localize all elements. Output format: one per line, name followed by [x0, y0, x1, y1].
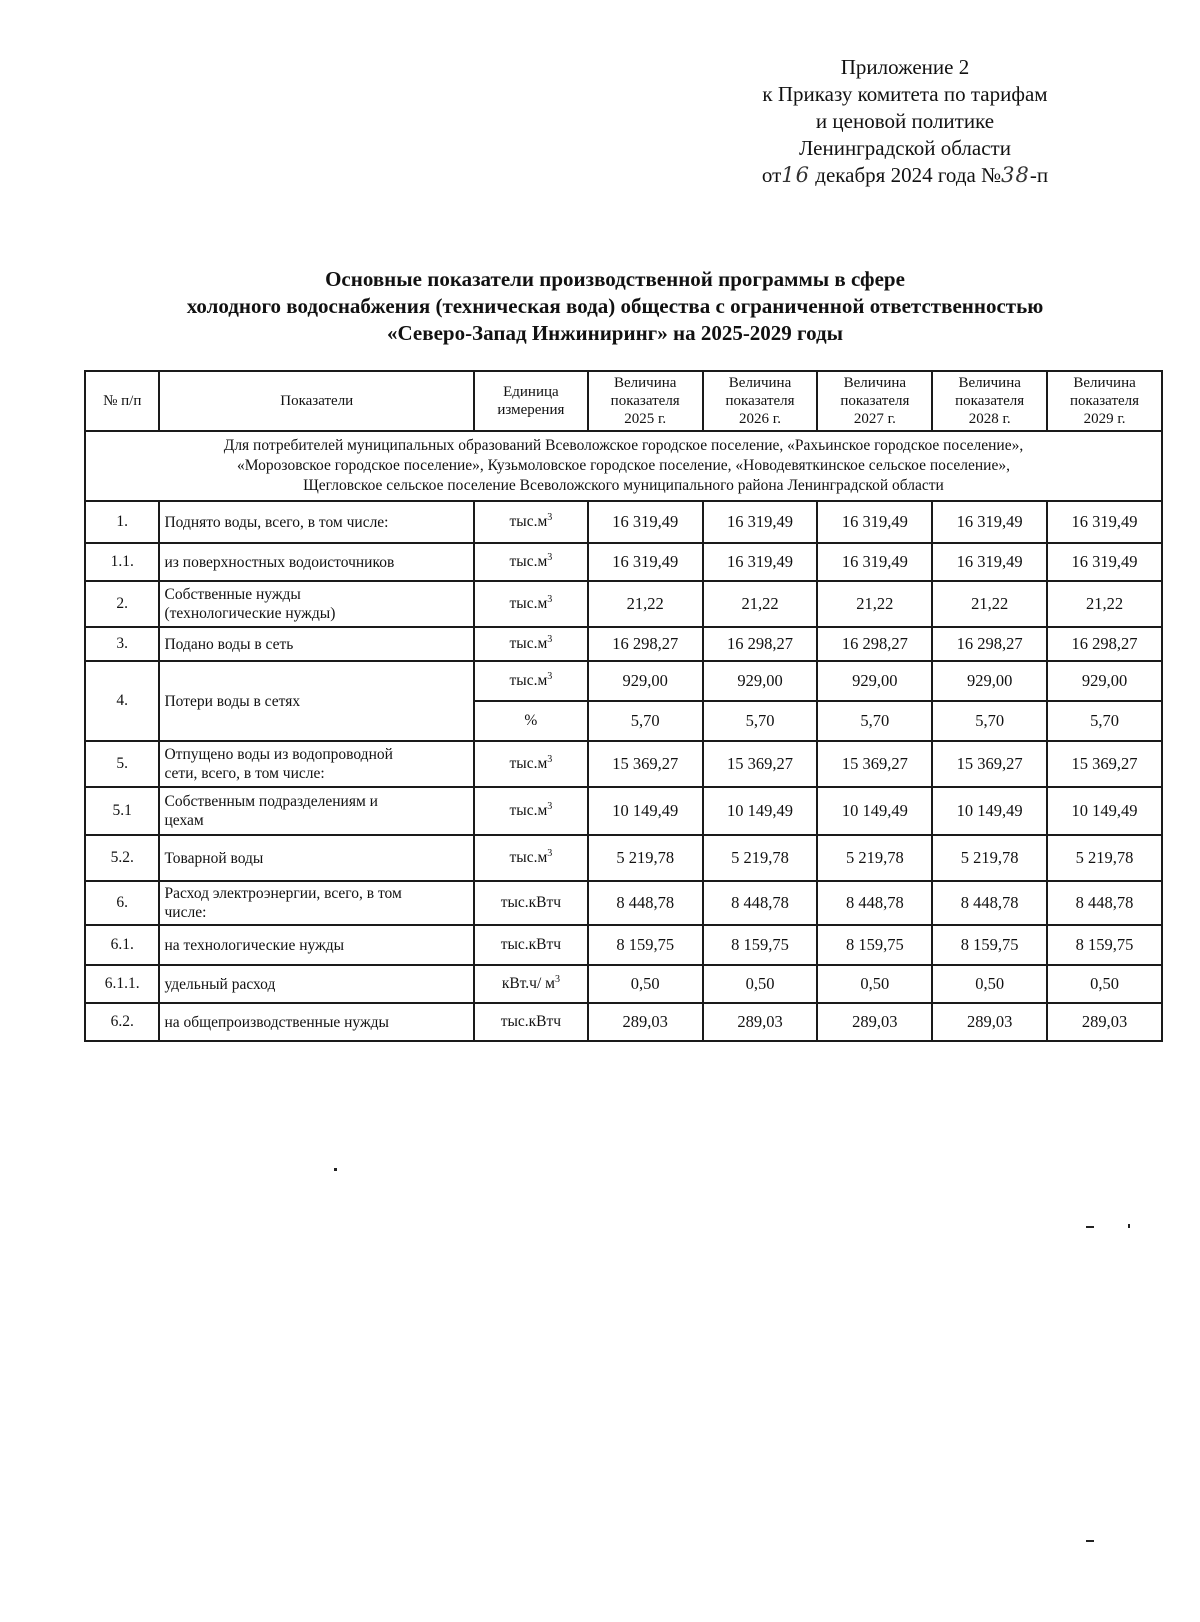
date-prefix: от [761, 163, 782, 187]
scan-speck [334, 1168, 337, 1171]
scan-speck [1128, 1224, 1130, 1228]
appendix-header [720, 54, 1090, 189]
header-indicator-word: показателя [955, 393, 1025, 409]
value-2026: 8 159,75 [703, 925, 818, 965]
percent-2028: 5,70 [932, 701, 1047, 741]
row-number: 6.1.1. [85, 965, 159, 1003]
header-value-word: Величина [613, 375, 677, 391]
header-unit-line1: Единица [503, 384, 559, 400]
header-value-word: Величина [843, 375, 907, 391]
header-unit [474, 371, 588, 431]
header-year: 2026 г. [739, 411, 781, 427]
value-2026: 21,22 [703, 581, 818, 627]
table-row [85, 543, 1162, 581]
percent-2026: 5,70 [703, 701, 818, 741]
value-2027: 8 159,75 [817, 925, 932, 965]
value-2028: 15 369,27 [932, 741, 1047, 787]
header-indicator-word: показателя [840, 393, 910, 409]
title-line-3: «Северо-Запад Инжиниринг» на 2025-2029 годы [386, 321, 843, 345]
table-row [85, 1003, 1162, 1041]
row-number: 5.2. [85, 835, 159, 881]
row-unit: $тыс.м^3$ [474, 741, 588, 787]
row-unit: $тыс.м^3$ [474, 627, 588, 661]
table-row [85, 661, 1162, 701]
row-number: 6. [85, 881, 159, 925]
value-2028: 16 319,49 [932, 543, 1047, 581]
value-2028: 289,03 [932, 1003, 1047, 1041]
value-2025: 5 219,78 [588, 835, 703, 881]
value-2025: 16 319,49 [588, 501, 703, 543]
value-2025: 16 319,49 [588, 543, 703, 581]
appendix-title: Приложение 2 [840, 55, 970, 79]
value-2028: 5 219,78 [932, 835, 1047, 881]
title-line-1: Основные показатели производственной программы в сфере [325, 267, 905, 291]
header-indicator: Показатели [159, 371, 474, 431]
value-2027: 929,00 [817, 661, 932, 701]
row-indicator: Расход электроэнергии, всего, в том числе: [159, 881, 474, 925]
row-indicator: Подано воды в сеть [159, 627, 474, 661]
value-2029: 8 159,75 [1047, 925, 1162, 965]
value-2026: 16 319,49 [703, 501, 818, 543]
order-reference: к Приказу комитета по тарифам [762, 82, 1048, 106]
row-indicator: Поднято воды, всего, в том числе: [159, 501, 474, 543]
percent-2029: 5,70 [1047, 701, 1162, 741]
value-2028: 16 298,27 [932, 627, 1047, 661]
row-number: 4. [85, 661, 159, 741]
table-row [85, 581, 1162, 627]
header-value-word: Величина [958, 375, 1021, 391]
section-line-1: Для потребителей муниципальных образований Всеволожское городское поселение, «Рахьинское городское поселение», [223, 437, 1024, 454]
header-year-2029 [1047, 371, 1162, 431]
value-2029: 929,00 [1047, 661, 1162, 701]
value-2026: 8 448,78 [703, 881, 818, 925]
value-2026: 15 369,27 [703, 741, 818, 787]
value-2027: 0,50 [817, 965, 932, 1003]
row-number: 1.1. [85, 543, 159, 581]
row-unit: кВт.ч/ $м^3$ [474, 965, 588, 1003]
table-row [85, 925, 1162, 965]
value-2029: 8 448,78 [1047, 881, 1162, 925]
table-row [85, 881, 1162, 925]
row-unit: $тыс.м^3$ [474, 835, 588, 881]
header-row [85, 371, 1162, 431]
header-year-2028 [932, 371, 1047, 431]
title-line-2: холодного водоснабжения (техническая вода) общества с ограниченной ответственностью [186, 294, 1044, 318]
row-number: 6.2. [85, 1003, 159, 1041]
row-number: 5.1 [85, 787, 159, 835]
value-2027: 289,03 [817, 1003, 932, 1041]
scan-speck [1086, 1540, 1094, 1542]
header-num: № п/п [85, 371, 159, 431]
value-2025: 21,22 [588, 581, 703, 627]
value-2029: 289,03 [1047, 1003, 1162, 1041]
value-2028: 8 159,75 [932, 925, 1047, 965]
value-2025: 8 159,75 [588, 925, 703, 965]
value-2028: 0,50 [932, 965, 1047, 1003]
row-number: 5. [85, 741, 159, 787]
value-2026: 10 149,49 [703, 787, 818, 835]
region-name: Ленинградской области [799, 136, 1011, 160]
percent-2027: 5,70 [817, 701, 932, 741]
scan-speck [1086, 1226, 1094, 1228]
value-2028: 929,00 [932, 661, 1047, 701]
value-2029: 15 369,27 [1047, 741, 1162, 787]
header-indicator-word: показателя [610, 393, 680, 409]
header-year: 2029 г. [1083, 411, 1126, 427]
value-2026: 289,03 [703, 1003, 818, 1041]
order-date-line [720, 162, 1090, 189]
value-2028: 16 319,49 [932, 501, 1047, 543]
committee-policy: и ценовой политике [815, 109, 995, 133]
header-year: 2028 г. [968, 411, 1011, 427]
value-2029: 5 219,78 [1047, 835, 1162, 881]
value-2028: 10 149,49 [932, 787, 1047, 835]
handwritten-order-number: 38 [1001, 163, 1030, 187]
row-indicator: Отпущено воды из водопроводной сети, всего, в том числе: [159, 741, 474, 787]
value-2027: 8 448,78 [817, 881, 932, 925]
date-rest: декабря 2024 года № [815, 163, 1002, 187]
table-row [85, 741, 1162, 787]
section-line-2: «Морозовское городское поселение», Кузьмоловское городское поселение, «Новодевяткинское сельское поселение», [237, 457, 1010, 474]
row-number: 3. [85, 627, 159, 661]
table-row [85, 835, 1162, 881]
value-2026: 929,00 [703, 661, 818, 701]
table-row [85, 787, 1162, 835]
row-unit: $тыс.м^3$ [474, 501, 588, 543]
header-year: 2025 г. [624, 411, 667, 427]
row-unit-percent: % [474, 701, 588, 741]
header-indicator-word: показателя [1070, 393, 1140, 409]
value-2026: 16 319,49 [703, 543, 818, 581]
value-2029: 10 149,49 [1047, 787, 1162, 835]
value-2029: 21,22 [1047, 581, 1162, 627]
row-number: 2. [85, 581, 159, 627]
value-2027: 16 298,27 [817, 627, 932, 661]
value-2027: 16 319,49 [817, 543, 932, 581]
handwritten-day: 16 [781, 163, 811, 187]
value-2026: 0,50 [703, 965, 818, 1003]
value-2025: 10 149,49 [588, 787, 703, 835]
value-2029: 16 298,27 [1047, 627, 1162, 661]
value-2025: 16 298,27 [588, 627, 703, 661]
consumer-section-text [85, 431, 1162, 501]
row-unit: $тыс.м^3$ [474, 543, 588, 581]
value-2027: 21,22 [817, 581, 932, 627]
row-unit: $тыс.м^3$ [474, 581, 588, 627]
value-2027: 15 369,27 [817, 741, 932, 787]
header-indicator-word: показателя [725, 393, 795, 409]
header-year-2026 [703, 371, 818, 431]
row-indicator: на общепроизводственные нужды [159, 1003, 474, 1041]
row-indicator: из поверхностных водоисточников [159, 543, 474, 581]
value-2028: 21,22 [932, 581, 1047, 627]
value-2027: 5 219,78 [817, 835, 932, 881]
row-unit: $тыс.м^3$ [474, 661, 588, 701]
row-unit: тыс.кВтч [474, 881, 588, 925]
section-line-3: Щегловское сельское поселение Всеволожского муниципального района Ленинградской области [303, 477, 944, 494]
value-2029: 16 319,49 [1047, 543, 1162, 581]
value-2026: 16 298,27 [703, 627, 818, 661]
value-2025: 0,50 [588, 965, 703, 1003]
percent-2025: 5,70 [588, 701, 703, 741]
row-indicator: удельный расход [159, 965, 474, 1003]
row-unit: тыс.кВтч [474, 925, 588, 965]
value-2025: 15 369,27 [588, 741, 703, 787]
row-indicator: на технологические нужды [159, 925, 474, 965]
value-2025: 289,03 [588, 1003, 703, 1041]
table-row [85, 501, 1162, 543]
row-indicator: Собственные нужды (технологические нужды) [159, 581, 474, 627]
row-unit: $тыс.м^3$ [474, 787, 588, 835]
value-2026: 5 219,78 [703, 835, 818, 881]
header-unit-line2: измерения [497, 402, 565, 418]
header-value-word: Величина [728, 375, 792, 391]
value-2025: 929,00 [588, 661, 703, 701]
row-number: 1. [85, 501, 159, 543]
header-year: 2027 г. [853, 411, 896, 427]
table-row [85, 627, 1162, 661]
value-2029: 0,50 [1047, 965, 1162, 1003]
value-2027: 16 319,49 [817, 501, 932, 543]
row-indicator: Товарной воды [159, 835, 474, 881]
row-indicator: Собственным подразделениям и цехам [159, 787, 474, 835]
value-2027: 10 149,49 [817, 787, 932, 835]
header-value-word: Величина [1073, 375, 1136, 391]
header-year-2025 [588, 371, 703, 431]
value-2029: 16 319,49 [1047, 501, 1162, 543]
document-title [60, 266, 1170, 347]
consumer-section-row [85, 431, 1162, 501]
order-suffix: -п [1029, 163, 1049, 187]
indicators-table [84, 370, 1163, 1042]
row-unit: тыс.кВтч [474, 1003, 588, 1041]
row-indicator: Потери воды в сетях [159, 661, 474, 741]
table-row [85, 965, 1162, 1003]
header-year-2027 [817, 371, 932, 431]
value-2028: 8 448,78 [932, 881, 1047, 925]
row-number: 6.1. [85, 925, 159, 965]
value-2025: 8 448,78 [588, 881, 703, 925]
